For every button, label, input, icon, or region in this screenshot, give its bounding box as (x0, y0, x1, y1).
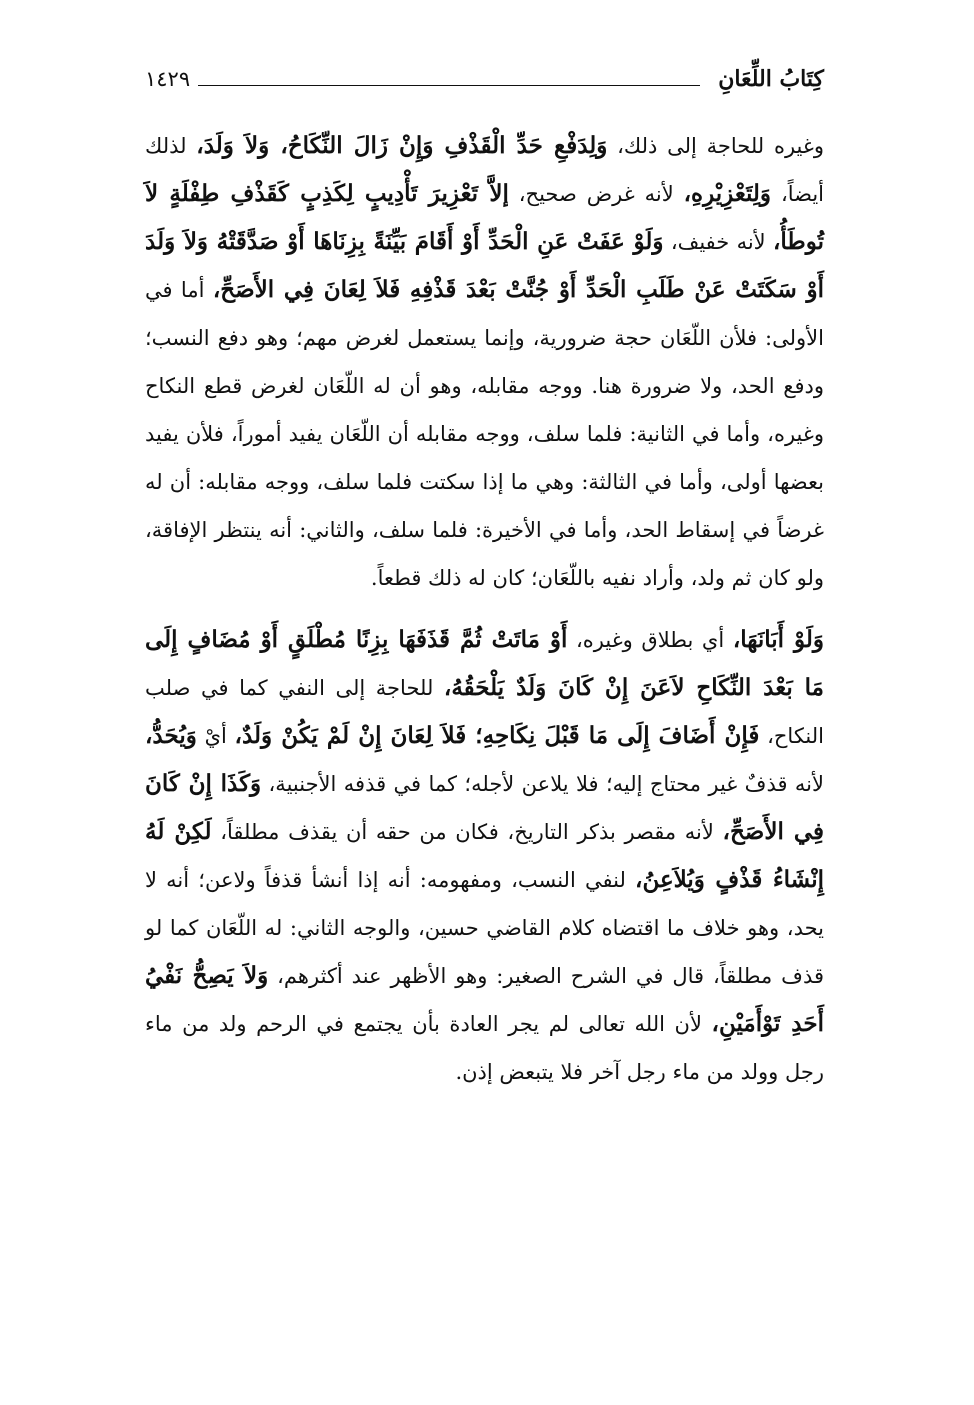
commentary-text: وغيره للحاجة إلى ذلك، (607, 134, 825, 158)
book-title: كِتَابُ اللِّعَانِ (718, 66, 824, 92)
matn-text: وَلَوْ أَبَانَهَا، (732, 626, 824, 653)
matn-text: وَلَوْ عَفَتْ عَنِ الْحَدِّ أَوْ أَقَامَ بَيِّنَةً بِزِنَاهَا أَوْ صَدَّقَتْهُ وَلاَ وَلَدَ أَوْ سَكَتَتْ عَنْ طَلَبِ الْحَدِّ أَوْ جُنَّتْ بَعْدَ قَذْفِهِ فَلاَ لِعَانَ فِي الأَصَحِّ، (145, 228, 824, 303)
running-header (145, 58, 824, 94)
commentary-text: أما في الأولى: فلأن اللّعَان حجة ضرورية، وإنما يستعمل لغرض مهم؛ وهو دفع النسب؛ ودفع الحد، ولا ضرورة هنا. ووجه مقابله، وهو أن له اللّعَان لغرض قطع النكاح وغيره، وأما في الثانية: فلما سلف، ووجه مقابله أن اللّعَان يفيد أموراً، فلأن يفيد بعضها أولى، وأما في الثالثة: وهي ما إذا سكتت فلما سلف، ووجه مقابله: أن له غرضاً في إسقاط الحد، وأما في الأخيرة: فلما سلف، والثاني: أنه ينتظر الإفاقة، ولو كان ثم ولد، وأراد نفيه باللّعَان؛ كان له ذلك قطعاً. (145, 278, 824, 590)
matn-text: وَلاَ يَصِحُّ نَفْيُ أَحَدِ تَوْأَمَيْنِ، (145, 962, 824, 1037)
matn-text: وَلِتَعْزِيْرِهِ، (683, 180, 772, 207)
commentary-text: أيْ (196, 724, 235, 748)
commentary-text: لأنه خفيف، (663, 230, 773, 254)
commentary-text: لأنه قذفٌ غير محتاج إليه؛ فلا يلاعن لأجله؛ كما في قذفه الأجنبية، (261, 772, 824, 796)
matn-text: وَكَذَا إِنْ كَانَ فِي الأَصَحِّ، (145, 770, 824, 845)
paragraph (145, 122, 824, 602)
commentary-text: لذلك أيضاً، (145, 134, 825, 206)
matn-text: وَيُحَدُّ، (145, 722, 197, 749)
commentary-text: أي بطلاق وغيره، (567, 628, 733, 652)
page-number: ١٤٢٩ (145, 67, 191, 91)
commentary-text: لأن الله تعالى لم يجر العادة بأن يجتمع في الرحم ولد من ماء رجل وولد من ماء رجل آخر فلا يتبعض إذن. (145, 1012, 824, 1084)
matn-text: إلاَّ تَعْزِيرَ تَأْدِيبٍ لِكَذِبٍ كَقَذْفِ طِفْلَةٍ لاَ تُوطَأُ، (145, 180, 824, 255)
paragraph (145, 616, 824, 1096)
commentary-text: لأنه مقصر بذكر التاريخ، فكان من حقه أن يقذف مطلقاً، (211, 820, 723, 844)
header-rule (198, 85, 700, 86)
commentary-text: للحاجة إلى النفي كما في صلب النكاح، (145, 676, 824, 748)
body-text (145, 122, 824, 1096)
commentary-text: لنفي النسب، ومفهومه: أنه إذا أنشأ قذفاً ولاعن؛ أنه لا يحد، وهو خلاف ما اقتضاه كلام القاضي حسين، والوجه الثاني: له اللّعَان كما لو قذف مطلقاً، قال في الشرح الصغير: وهو الأظهر عند أكثرهم، (145, 868, 825, 988)
matn-text: وَلِدَفْعِ حَدِّ الْقَذْفِ وَإِنْ زَالَ النِّكَاحُ، وَلاَ وَلَدَ، (196, 132, 608, 159)
matn-text: أَوْ مَاتَتْ ثُمَّ قَذَفَهَا بِزِنًا مُطْلَقٍ أَوْ مُضَافٍ إِلَى مَا بَعْدَ النِّكَاحِ لاَعَنَ إِنْ كَانَ وَلَدٌ يَلْحَقُهُ، (145, 626, 824, 701)
matn-text: لَكِنْ لَهُ إِنْشَاءُ قَذْفٍ وَيُلاَعِنُ، (145, 818, 824, 893)
matn-text: فَإِنْ أَضَافَ إِلَى مَا قَبْلَ نِكَاحِهِ؛ فَلاَ لِعَانَ إِنْ لَمْ يَكُنْ وَلَدٌ، (234, 722, 760, 749)
commentary-text: لأنه غرض صحيح، (508, 182, 684, 206)
